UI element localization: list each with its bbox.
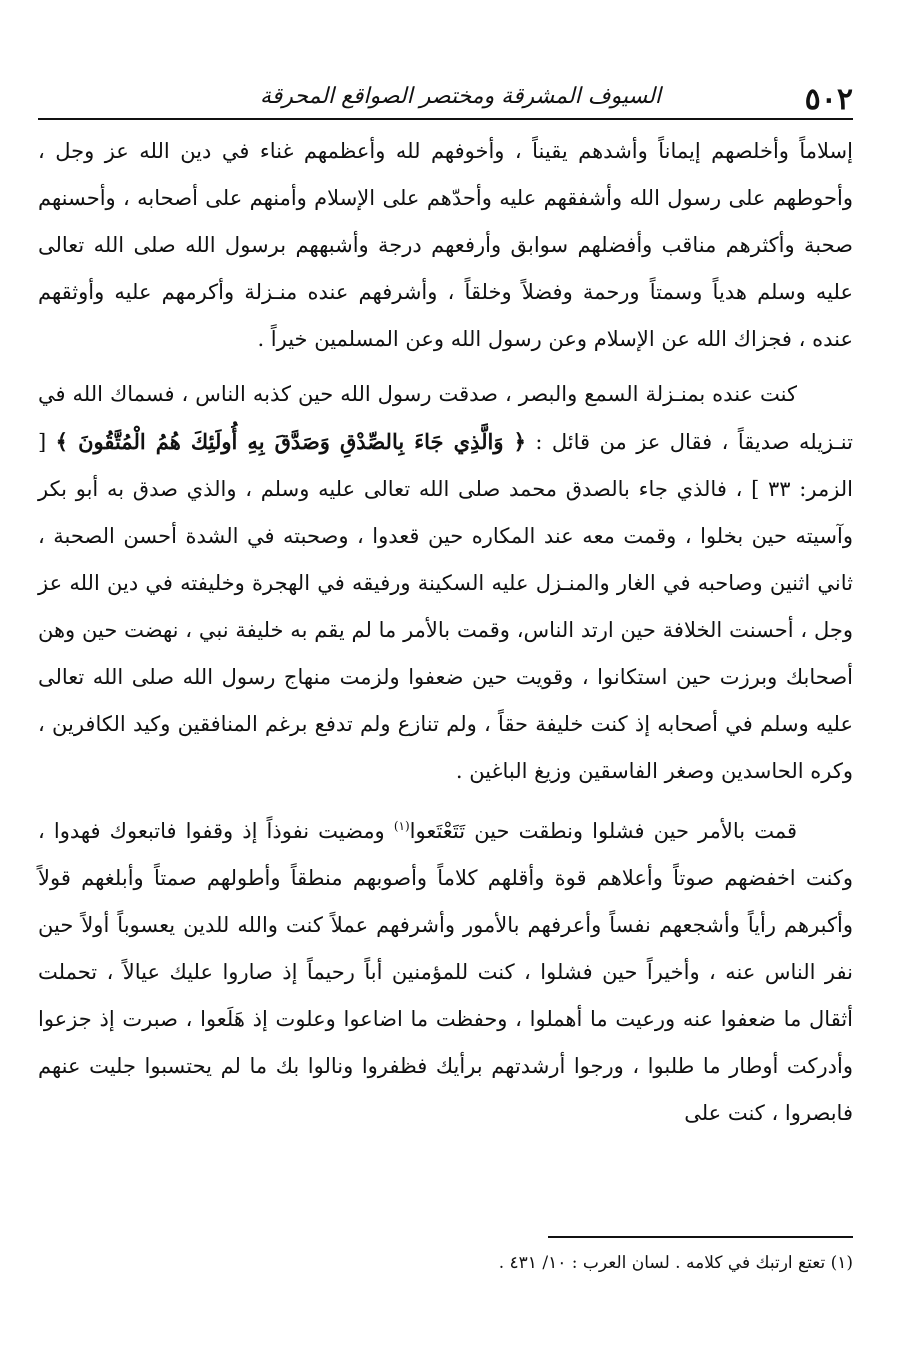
paragraph-2 <box>38 371 853 795</box>
paragraph-2-text-b: [ الزمر: ٣٣ ] ، فالذي جاء بالصدق محمد صلى الله تعالى عليه وسلم ، والذي صدق به أبو بكر وآسيته حين بخلوا ، وقمت معه عند المكاره حين قعدوا ، وصحبته في الشدة أحسن الصحبة ، ثاني اثنين وصاحبه في الغار والمنـزل عليه السكينة ورفيقه في الهجرة وخليفته في دين الله عز وجل ، أحسنت الخلافة حين ارتد الناس، وقمت بالأمر ما لم يقم به خليفة نبي ، نهضت حين وهن أصحابك وبرزت حين استكانوا ، وقويت حين ضعفوا ولزمت منهاج رسول الله صلى الله تعالى عليه وسلم في أصحابه إذ كنت خليفة حقاً ، ولم تنازع ولم تدفع برغم المنافقين وكيد الكافرين ، وكره الحاسدين وصغر الفاسقين وزيغ الباغين . <box>38 430 854 783</box>
running-title: السيوف المشرقة ومختصر الصواقع المحرقة <box>259 84 662 109</box>
header-rule <box>38 118 853 120</box>
footnote: (١) تعتع ارتبك في كلامه . لسان العرب : ١٠/ ٤٣١ . <box>498 1253 853 1273</box>
paragraph-2-text-a: كنت عنده بمنـزلة السمع والبصر ، صدقت رسول الله حين كذبه الناس ، فسماك الله في تنـزيله صديقاً ، فقال عز من قائل : <box>38 382 853 454</box>
paragraph-3-text-b: ومضيت نفوذاً إذ وقفوا فاتبعوك فهدوا ، وكنت اخفضهم صوتاً وأعلاهم قوة وأقلهم كلاماً وأصوبهم منطقاً وأطولهم صمتاً وأبلغهم قولاً وأكبرهم رأياً وأشجعهم نفساً وأعرفهم بالأمور وأشرفهم عملاً كنت والله للدين يعسوباً أولاً حين نفر الناس عنه ، وأخيراً حين فشلوا ، كنت للمؤمنين أباً رحيماً إذ صاروا عليك عيالاً ، تحملت أثقال ما ضعفوا عنه ورعيت ما أهملوا ، وحفظت ما اضاعوا وعلوت إذ هَلَعوا ، صبرت إذ جزعوا وأدركت أوطار ما طلبوا ، ورجوا أرشدتهم برأيك فظفروا ونالوا بك ما لم يحتسبوا جليت عنهم فابصروا ، كنت على <box>38 819 853 1125</box>
footnote-marker[interactable]: (١) <box>393 819 410 833</box>
page-header <box>38 78 853 120</box>
paragraph-3 <box>38 803 853 1137</box>
footnote-rule <box>548 1236 853 1238</box>
quran-verse: ﴿ وَالَّذِي جَاءَ بِالصِّدْقِ وَصَدَّقَ بِهِ أُولَئِكَ هُمُ الْمُتَّقُونَ ﴾ <box>55 429 526 454</box>
paragraph-1-text: إسلاماً وأخلصهم إيماناً وأشدهم يقيناً ، وأخوفهم لله وأعظمهم غناء في دين الله عز وجل ، وأحوطهم على رسول الله وأشفقهم عليه وأحدّهم على الإسلام وأمنهم على أصحابه ، وأحسنهم صحبة وأكثرهم مناقب وأفضلهم سوابق وأرفعهم درجة وأشبههم برسول الله صلى الله تعالى عليه وسلم هدياً وسمتاً ورحمة وفضلاً وخلقاً ، وأشرفهم عنده منـزلة وأكرمهم عليه وأوثقهم عنده ، فجزاك الله عن الإسلام وعن رسول الله وعن المسلمين خيراً . <box>38 139 853 351</box>
paragraph-3-text-a: قمت بالأمر حين فشلوا ونطقت حين تَتَعْتَعوا <box>409 819 797 843</box>
page-number: ٥٠٢ <box>804 82 853 117</box>
paragraph-1 <box>38 128 853 363</box>
main-text <box>38 128 853 1145</box>
